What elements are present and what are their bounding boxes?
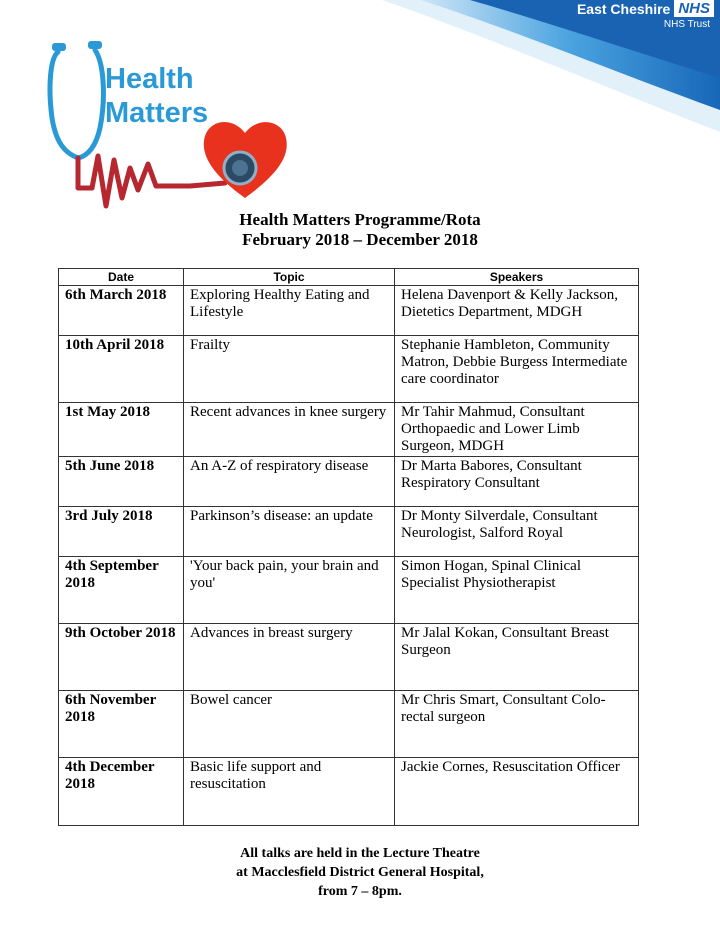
row-topic: Bowel cancer [184,691,395,758]
venue-line: from 7 – 8pm. [318,884,402,899]
row-speakers: Dr Monty Silverdale, Consultant Neurologist, Salford Royal [395,507,639,557]
speaker-line: Helena Davenport & Kelly Jackson, [401,287,619,303]
page-title: Health Matters Programme/Rota [239,210,481,229]
table-row [59,403,639,457]
row-topic: Recent advances in knee surgery [184,403,395,457]
table-row [59,758,639,826]
header-date: Date [59,269,184,286]
row-date: 4th September 2018 [59,557,184,624]
row-topic: An A-Z of respiratory disease [184,457,395,507]
table-header-row [59,269,639,286]
organisation-name: East Cheshire [576,0,671,17]
row-speakers: Jackie Cornes, Resuscitation Officer [395,758,639,826]
header-topic: Topic [184,269,395,286]
venue-line: at Macclesfield District General Hospital, [236,865,484,880]
logo-text-line2: Matters [105,97,209,129]
row-speakers: Mr Chris Smart, Consultant Colo-rectal surgeon [395,691,639,758]
row-speakers: Dr Marta Babores, Consultant Respiratory Consultant [395,457,639,507]
row-topic: Frailty [184,336,395,403]
table-row [59,336,639,403]
row-topic: Parkinson’s disease: an update [184,507,395,557]
row-date: 10th April 2018 [59,336,184,403]
table-row [59,286,639,336]
row-date: 1st May 2018 [59,403,184,457]
header-speakers: Speakers [395,269,639,286]
trust-label: NHS Trust [663,19,710,30]
row-date: 3rd July 2018 [59,507,184,557]
row-topic: Advances in breast surgery [184,624,395,691]
row-speakers: Mr Tahir Mahmud, Consultant Orthopaedic and Lower Limb Surgeon, MDGH [395,403,639,457]
row-speakers: Mr Jalal Kokan, Consultant Breast Surgeon [395,624,639,691]
table-row [59,691,639,758]
venue-note [0,844,720,901]
row-date: 5th June 2018 [59,457,184,507]
row-date: 6th March 2018 [59,286,184,336]
row-speakers: Simon Hogan, Spinal Clinical Specialist Physiotherapist [395,557,639,624]
row-topic: Exploring Healthy Eating and Lifestyle [184,286,395,336]
nhs-logo: NHS [674,0,714,17]
table-row [59,507,639,557]
health-matters-logo-text [105,62,208,130]
venue-line: All talks are held in the Lecture Theatre [240,846,480,861]
row-date: 4th December 2018 [59,758,184,826]
nhs-trust-branding [577,0,714,30]
row-date: 6th November 2018 [59,691,184,758]
logo-text-line1: Health [105,63,194,95]
programme-table [58,268,639,826]
table-row [59,557,639,624]
row-topic: Basic life support and resuscitation [184,758,395,826]
table-row [59,624,639,691]
row-speakers: Stephanie Hambleton, Community Matron, Debbie Burgess Intermediate care coordinator [395,336,639,403]
table-row [59,457,639,507]
row-speakers [395,286,639,336]
speaker-line: Dietetics Department, MDGH [401,304,583,320]
page-subtitle: February 2018 – December 2018 [242,230,478,249]
row-date: 9th October 2018 [59,624,184,691]
row-topic: 'Your back pain, your brain and you' [184,557,395,624]
